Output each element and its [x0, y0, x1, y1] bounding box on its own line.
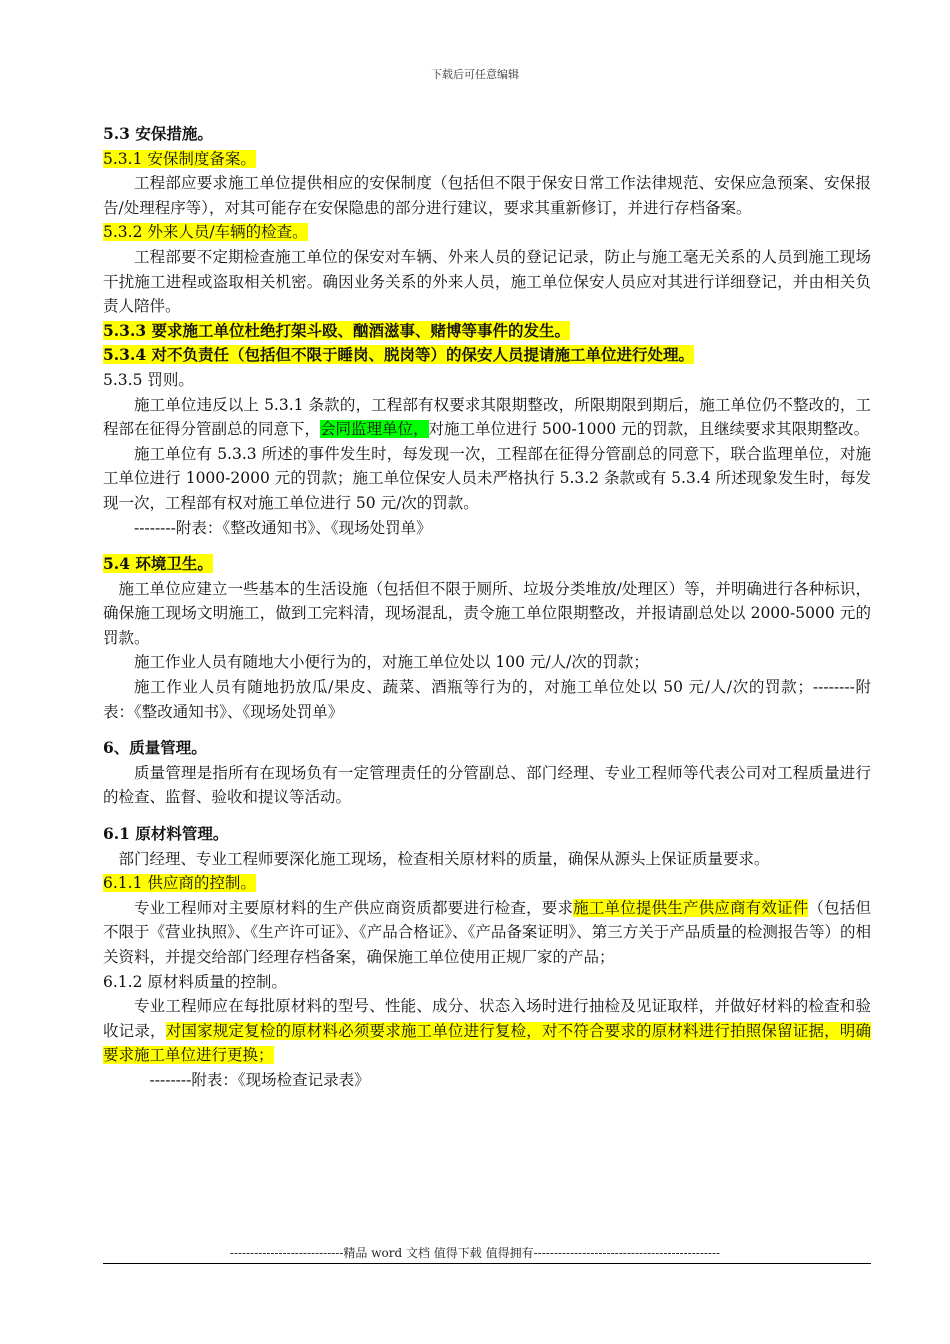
page-header: 下载后可任意编辑	[431, 68, 519, 81]
highlight: 5.3.2 外来人员/车辆的检查。	[103, 223, 308, 242]
highlight: 5.3.1 安保制度备案。	[103, 149, 256, 168]
section-6-para-1: 质量管理是指所有在现场负有一定管理责任的分管副总、部门经理、专业工程师等代表公司对工程质量进行的检查、监督、验收和提议等活动。	[103, 763, 871, 807]
text-run: （包括但不限于《营业执照》、《生产许可证》、《产品合格证》、《产品备案证明》、第三方关于产品质量的检测报告等）的相关资料，并提交给部门经理存档备案，确保施工单位使用正规厂家的产品；	[103, 898, 871, 966]
page-footer: ----------------------------精品 word 文档 值得下载 值得拥有----------------------------------------------	[229, 1246, 721, 1260]
section-6-title: 6、质量管理。	[103, 738, 207, 758]
section-5-3-2-body: 工程部要不定期检查施工单位的保安对车辆、外来人员的登记记录，防止与施工毫无关系的人员到施工现场干扰施工进程或盗取相关机密。确因业务关系的外来人员，施工单位保安人员应对其进行详细登记，并由相关负责人陪伴。	[103, 247, 871, 316]
section-6-1-2-body	[103, 994, 871, 1068]
section-5-3-title: 5.3 安保措施。	[103, 124, 213, 143]
document-body	[103, 122, 871, 1093]
section-5-4-para-3: 施工作业人员有随地扔放瓜/果皮、蔬菜、酒瓶等行为的，对施工单位处以 50 元/人/次的罚款；--------附表：《整改通知书》、《现场处罚单》	[103, 678, 871, 721]
section-6-1-1-body	[103, 896, 871, 970]
highlight: 5.4 环境卫生。	[103, 554, 213, 574]
section-5-4-para-2: 施工作业人员有随地大小便行为的，对施工单位处以 100 元/人/次的罚款；	[134, 653, 649, 672]
highlight-green: 会同监理单位，	[320, 420, 429, 439]
text-run: 专业工程师对主要原材料的生产供应商资质都要进行检查，要求	[134, 898, 574, 917]
section-5-3-5-para-2: 施工单位有 5.3.3 所述的事件发生时，每发现一次，工程部在征得分管副总的同意下，联合监理单位，对施工单位进行 1000-2000 元的罚款；施工单位保安人员未严格执行 5.3.2 条款或有 5.3.4 所述现象发生时，每发现一次，工程部有权对施工单位进行 50 元/次的罚款。	[103, 444, 871, 512]
section-5-3-4-title	[103, 343, 871, 368]
section-5-3-5-title: 5.3.5 罚则。	[103, 370, 194, 389]
section-5-4-title	[103, 552, 871, 577]
highlight: 5.3.3 要求施工单位杜绝打架斗殴、酗酒滋事、赌博等事件的发生。	[103, 320, 571, 340]
section-5-4-para-1: 施工单位应建立一些基本的生活设施（包括但不限于厕所、垃圾分类堆放/处理区）等，并明确进行各种标识，确保施工现场文明施工，做到工完料清，现场混乱，责令施工单位限期整改，并报请副总处以 2000-5000 元的罚款。	[103, 579, 871, 647]
section-5-3-1-title	[103, 147, 871, 172]
section-6-1-para-1: 部门经理、专业工程师要深化施工现场，检查相关原材料的质量，确保从源头上保证质量要求。	[118, 849, 770, 868]
highlight: 对国家规定复检的原材料必须要求施工单位进行复检，对不符合要求的原材料进行拍照保留证据，明确要求施工单位进行更换；	[103, 1021, 871, 1065]
section-6-1-2-title: 6.1.2 原材料质量的控制。	[103, 972, 287, 991]
section-5-3-5-attachment: --------附表：《整改通知书》、《现场处罚单》	[134, 518, 432, 537]
footer-divider	[103, 1263, 871, 1264]
section-6-1-title: 6.1 原材料管理。	[103, 824, 229, 844]
section-5-3-3-title	[103, 319, 871, 344]
highlight: 施工单位提供生产供应商有效证件	[573, 898, 809, 917]
section-5-3-5-para-1	[103, 393, 871, 442]
highlight: 5.3.4 对不负责任（包括但不限于睡岗、脱岗等）的保安人员提请施工单位进行处理。	[103, 345, 695, 365]
text-run: 施工单位违反以上 5.3.1 条款的，工程部有权要求其限期整改，所限期限到期后，施工单位仍不整改的，工程部在征得分管副总的同意下，	[103, 395, 871, 439]
highlight: 6.1.1 供应商的控制。	[103, 874, 256, 893]
section-6-1-1-title	[103, 871, 871, 896]
section-6-1-2-attachment: --------附表：《现场检查记录表》	[149, 1070, 370, 1089]
section-5-3-1-body: 工程部应要求施工单位提供相应的安保制度（包括但不限于保安日常工作法律规范、安保应急预案、安保报告/处理程序等），对其可能存在安保隐患的部分进行建议，要求其重新修订，并进行存档备案。	[103, 174, 871, 217]
text-run: 专业工程师应在每批原材料的型号、性能、成分、状态入场时进行抽检及见证取样，并做好材料的检查和验收记录，	[103, 997, 871, 1040]
text-run: 对施工单位进行 500-1000 元的罚款，且继续要求其限期整改。	[428, 420, 870, 439]
section-5-3-2-title	[103, 220, 871, 245]
